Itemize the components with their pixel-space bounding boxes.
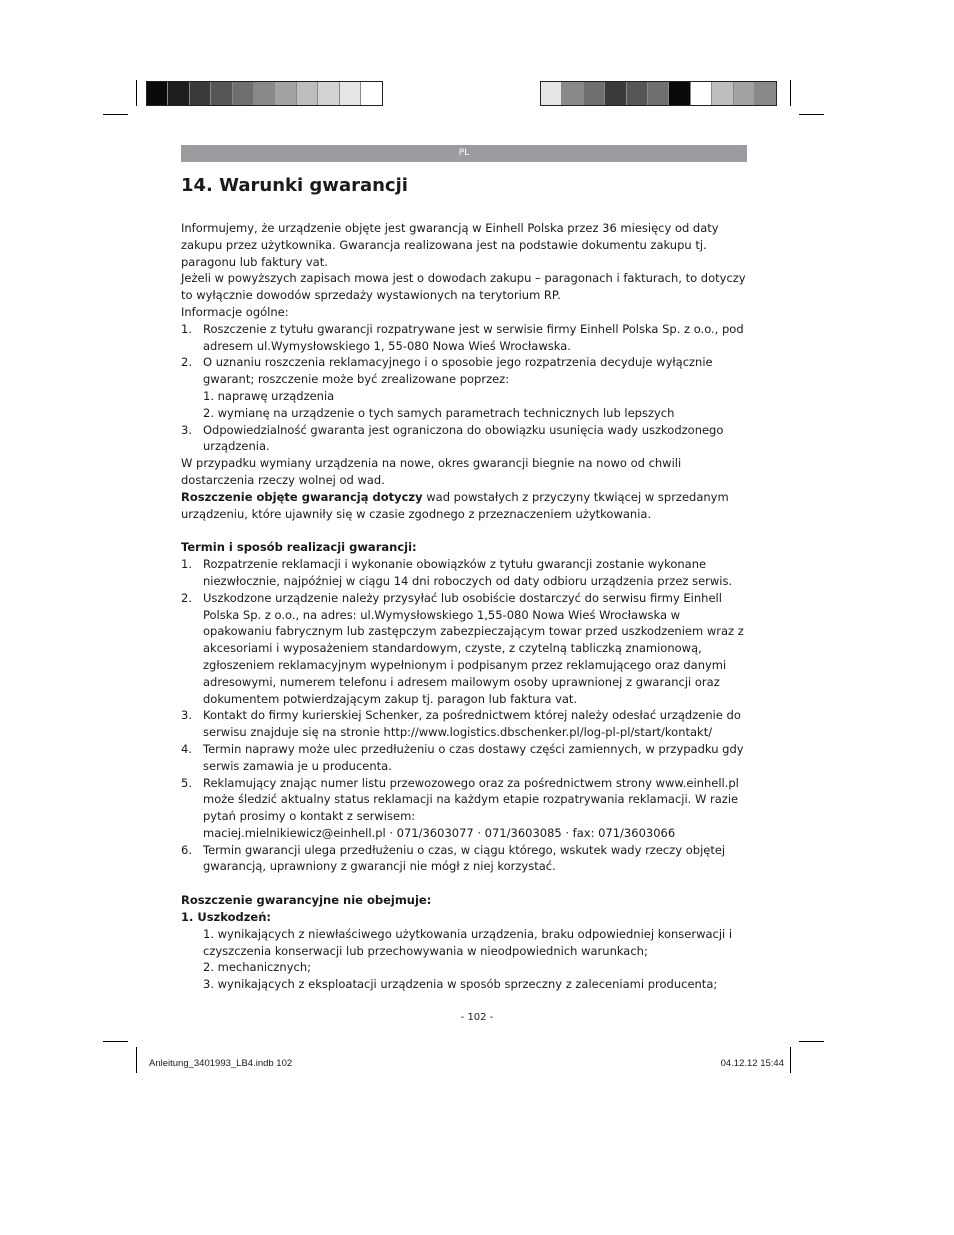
color-swatch bbox=[147, 82, 168, 105]
color-swatch bbox=[691, 82, 712, 105]
language-bar: PL bbox=[181, 145, 747, 162]
footer-datetime: 04.12.12 15:44 bbox=[720, 1058, 784, 1069]
crop-mark bbox=[799, 1041, 824, 1042]
list-item: 1. Roszczenie z tytułu gwarancji rozpatrywane jest w serwisie firmy Einhell Polska Sp. z o.o., pod adresem ul.Wymysłowskiego 1, 55-080 Nowa Wieś Wrocławska. bbox=[181, 321, 744, 353]
color-swatch bbox=[669, 82, 690, 105]
color-swatch bbox=[254, 82, 275, 105]
list-item: 1. Rozpatrzenie reklamacji i wykonanie obowiązków z tytułu gwarancji zostanie wykonane niezwłocznie, najpóźniej w ciągu 14 dni roboczych od daty odbioru urządzenia przez serwis. bbox=[181, 557, 733, 588]
color-swatch bbox=[734, 82, 755, 105]
damage-item: 3. wynikających z eksploatacji urządzenia w sposób sprzeczny z zaleceniami producenta; bbox=[203, 977, 718, 992]
list-item: 6. Termin gwarancji ulega przedłużeniu o czas, w ciągu którego, wskutek wady rzeczy objętej gwarancją, uprawniony z gwarancji nie mógł z niej korzystać. bbox=[181, 842, 726, 874]
color-swatch bbox=[627, 82, 648, 105]
color-swatch bbox=[755, 82, 776, 105]
color-swatch bbox=[562, 82, 583, 105]
color-swatch bbox=[605, 82, 626, 105]
page-content bbox=[181, 172, 749, 993]
coverage-text: wad powstałych z przyczyny tkwiącej w sprzedanym urządzeniu, które ujawniły się w czasie zgodnego z przeznaczeniem użytkowania. bbox=[181, 489, 729, 521]
list-item: 5. Reklamujący znając numer listu przewozowego oraz za pośrednictwem strony www.einhell.pl może śledzić aktualny status reklamacji na każdym etapie rozpatrywania reklamacji. W razie pytań prosimy o kontakt z serwisem: bbox=[181, 775, 739, 824]
list-item: 3. Kontakt do firmy kurierskiej Schenker, za pośrednictwem której należy odesłać urządzenie do serwisu znajduje się na stronie http://www.logistics.dbschenker.pl/log-pl-pl/start/kontakt/ bbox=[181, 708, 741, 740]
color-swatch bbox=[275, 82, 296, 105]
page-number: - 102 - bbox=[460, 1012, 494, 1023]
intro-paragraph: Informujemy, że urządzenie objęte jest gwarancją w Einhell Polska przez 36 miesięcy od daty zakupu przez użytkownika. Gwarancja realizowana jest na podstawie dokumentu zakupu tj. paragonu lub faktury vat. bbox=[181, 221, 719, 269]
footer-file: Anleitung_3401993_LB4.indb 102 bbox=[149, 1058, 293, 1069]
damage-item: 2. mechanicznych; bbox=[203, 960, 311, 975]
crop-mark bbox=[136, 1047, 137, 1073]
exclusions-heading: Roszczenie gwarancyjne nie obejmuje: bbox=[181, 893, 432, 908]
color-strip-left bbox=[146, 81, 383, 106]
color-swatch bbox=[318, 82, 339, 105]
crop-mark bbox=[790, 80, 791, 106]
crop-mark bbox=[790, 1047, 791, 1073]
coverage-bold: Roszczenie objęte gwarancją dotyczy bbox=[181, 489, 423, 504]
crop-mark bbox=[103, 1041, 128, 1042]
color-swatch bbox=[168, 82, 189, 105]
color-swatch bbox=[584, 82, 605, 105]
color-swatch bbox=[361, 82, 382, 105]
damage-heading: 1. Uszkodzeń: bbox=[181, 910, 272, 925]
color-swatch bbox=[712, 82, 733, 105]
coverage-paragraph bbox=[181, 489, 749, 523]
color-swatch bbox=[340, 82, 361, 105]
section-title: 14. Warunki gwarancji bbox=[181, 175, 408, 196]
intro-paragraph: Jeżeli w powyższych zapisach mowa jest o dowodach zakupu – paragonach i fakturach, to dotyczy to wyłącznie dowodów sprzedaży wystawionych na terytorium RP. bbox=[181, 271, 746, 303]
color-strip-right bbox=[540, 81, 777, 106]
list-item: 2. Uszkodzone urządzenie należy przysyłać lub osobiście dostarczyć do serwisu firmy Einhell Polska Sp. z o.o., na adres: ul.Wymysłowskiego 1,55-080 Nowa Wieś Wrocławska w opakowaniu fabrycznym lub zastępczym zabezpieczającym towar przed uszkodzeniem wraz z akcesoriami i wyposażeniem standardowym, czyste, z czytelną tabliczką znamionową, zgłoszeniem reklamacyjnym wypełnionym i podpisanym przez reklamującego oraz danymi adresowymi, numerem telefonu i adresem mailowym osoby uprawnionej z gwarancji oraz dokumentem potwierdzającym zakup tj. paragon lub faktura vat. bbox=[181, 590, 744, 706]
color-swatch bbox=[233, 82, 254, 105]
color-swatch bbox=[648, 82, 669, 105]
crop-mark bbox=[799, 114, 824, 115]
term-heading: Termin i sposób realizacji gwarancji: bbox=[181, 540, 417, 555]
color-swatch bbox=[541, 82, 562, 105]
crop-mark bbox=[103, 114, 128, 115]
color-swatch bbox=[297, 82, 318, 105]
list-item: 1. naprawę urządzenia bbox=[203, 388, 335, 403]
list-item: 4. Termin naprawy może ulec przedłużeniu o czas dostawy części zamiennych, w przypadku gdy serwis zamawia je u producenta. bbox=[181, 741, 744, 773]
general-info-label: Informacje ogólne: bbox=[181, 304, 289, 319]
list-item: 2. wymianę na urządzenie o tych samych parametrach technicznych lub lepszych bbox=[203, 405, 675, 420]
replacement-note: W przypadku wymiany urządzenia na nowe, okres gwarancji biegnie na nowo od chwili dostarczenia rzeczy wolnej od wad. bbox=[181, 456, 682, 487]
list-item: 3. Odpowiedzialność gwaranta jest ograniczona do obowiązku usunięcia wady uszkodzonego urządzenia. bbox=[181, 422, 724, 454]
crop-mark bbox=[136, 80, 137, 106]
list-item: maciej.mielnikiewicz@einhell.pl · 071/3603077 · 071/3603085 · fax: 071/3603066 bbox=[203, 825, 676, 840]
list-item: 2. O uznaniu roszczenia reklamacyjnego i o sposobie jego rozpatrzenia decyduje wyłącznie gwarant; roszczenie może być zrealizowane poprzez: bbox=[181, 355, 713, 387]
color-swatch bbox=[211, 82, 232, 105]
damage-item: 1. wynikających z niewłaściwego użytkowania urządzenia, braku odpowiedniej konserwacji i czyszczenia konserwacji lub przechowywania w nieodpowiednich warunkach; bbox=[203, 926, 733, 958]
color-swatch bbox=[190, 82, 211, 105]
